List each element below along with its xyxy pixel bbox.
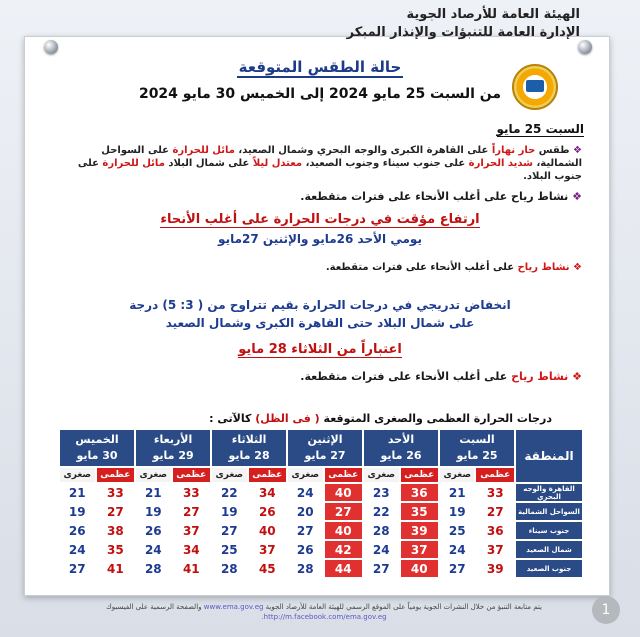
facebook-link[interactable]: http://m.facebook.com/ema.gov.eg. xyxy=(261,613,387,621)
max-temp-cell: 27 xyxy=(97,503,135,520)
max-temp-cell: 44 xyxy=(325,560,363,577)
temperature-table xyxy=(58,428,584,579)
min-temp-cell: 27 xyxy=(212,522,246,539)
min-temp-cell: 25 xyxy=(440,522,474,539)
table-row xyxy=(60,503,582,520)
max-temp-cell: 37 xyxy=(249,541,287,558)
max-temp-cell: 27 xyxy=(476,503,514,520)
min-temp-label: صغرى xyxy=(136,468,170,482)
min-temp-cell: 22 xyxy=(364,503,398,520)
table-row xyxy=(60,560,582,577)
region-column-header: المنطقة xyxy=(516,430,582,482)
org-line-1: الهيئة العامة للأرصاد الجوية xyxy=(406,7,580,22)
min-temp-cell: 19 xyxy=(440,503,474,520)
max-temp-cell: 36 xyxy=(401,484,439,501)
temperature-rise-days: يومي الأحد 26مايو والإثنين 27مايو xyxy=(218,232,422,246)
min-temp-label: صغرى xyxy=(60,468,95,482)
max-temp-cell: 35 xyxy=(401,503,439,520)
max-temp-label: عظمى xyxy=(97,468,135,482)
min-temp-cell: 21 xyxy=(440,484,474,501)
max-temp-cell: 39 xyxy=(476,560,514,577)
min-temp-cell: 27 xyxy=(364,560,398,577)
min-temp-cell: 27 xyxy=(288,522,322,539)
min-temp-cell: 28 xyxy=(364,522,398,539)
weather-summary-paragraph: ❖ طقس حار نهاراً على القاهرة الكبرى والوجه البحري وشمال الصعيد، مائل للحرارة على السواحل الشمالية، شديد الحرارة على جنوب سيناء وجنوب الصعيد، معتدل ليلاً على شمال البلاد مائل للحرارة على جنوب البلاد. xyxy=(77,145,582,182)
min-temp-label: صغرى xyxy=(212,468,246,482)
page-number-badge: 1 xyxy=(592,596,620,624)
region-cell: السواحل الشمالية xyxy=(516,503,582,520)
max-temp-cell: 33 xyxy=(173,484,211,501)
min-temp-cell: 19 xyxy=(212,503,246,520)
max-temp-label: عظمى xyxy=(249,468,287,482)
temperature-rise-heading: ارتفاع مؤقت في درجات الحرارة على أغلب الأنحاء xyxy=(160,212,480,227)
min-temp-cell: 28 xyxy=(288,560,322,577)
wind-note-1: ❖ نشاط رياح على أغلب الأنحاء على فترات متقطعة. xyxy=(300,190,582,203)
min-temp-cell: 20 xyxy=(288,503,322,520)
min-temp-cell: 24 xyxy=(364,541,398,558)
min-temp-label: صغرى xyxy=(440,468,474,482)
wind-note-2: ❖ نشاط رياح على أغلب الأنحاء على فترات متقطعة. xyxy=(325,262,582,273)
min-temp-cell: 26 xyxy=(60,522,95,539)
max-temp-label: عظمى xyxy=(401,468,439,482)
day-label-saturday: السبت 25 مايو xyxy=(496,122,584,136)
day-header-sun: الأحد 26 مايو xyxy=(364,430,438,466)
max-temp-label: عظمى xyxy=(173,468,211,482)
region-cell: شمال الصعيد xyxy=(516,541,582,558)
max-temp-cell: 34 xyxy=(249,484,287,501)
min-temp-cell: 23 xyxy=(364,484,398,501)
from-tuesday-heading: اعتباراً من الثلاثاء 28 مايو xyxy=(238,342,402,357)
max-temp-cell: 33 xyxy=(476,484,514,501)
table-row xyxy=(60,484,582,501)
min-temp-cell: 24 xyxy=(440,541,474,558)
min-temp-cell: 21 xyxy=(136,484,170,501)
day-header-tue: الثلاثاء 28 مايو xyxy=(212,430,286,466)
day-header-mon: الإثنين 27 مايو xyxy=(288,430,362,466)
min-temp-cell: 27 xyxy=(440,560,474,577)
max-temp-cell: 27 xyxy=(173,503,211,520)
min-temp-cell: 26 xyxy=(288,541,322,558)
min-temp-cell: 24 xyxy=(136,541,170,558)
max-temp-cell: 40 xyxy=(401,560,439,577)
day-header-sat: السبت 25 مايو xyxy=(440,430,514,466)
page-title: حالة الطقس المتوقعة xyxy=(238,58,402,76)
max-temp-cell: 40 xyxy=(249,522,287,539)
min-temp-cell: 27 xyxy=(60,560,95,577)
pushpin-left-icon xyxy=(44,40,58,54)
region-cell: جنوب سيناء xyxy=(516,522,582,539)
max-temp-cell: 41 xyxy=(173,560,211,577)
max-temp-cell: 36 xyxy=(476,522,514,539)
min-temp-cell: 19 xyxy=(136,503,170,520)
max-temp-cell: 27 xyxy=(325,503,363,520)
table-caption: درجات الحرارة العظمى والصغرى المتوقعة ( فى الظل) كالآتى : xyxy=(209,412,552,425)
max-temp-cell: 41 xyxy=(97,560,135,577)
day-header-wed: الأربعاء 29 مايو xyxy=(136,430,210,466)
min-temp-label: صغرى xyxy=(288,468,322,482)
region-cell: جنوب الصعيد xyxy=(516,560,582,577)
max-temp-cell: 40 xyxy=(325,484,363,501)
max-temp-label: عظمى xyxy=(476,468,514,482)
wind-note-3: ❖ نشاط رياح على أغلب الأنحاء على فترات متقطعة. xyxy=(300,370,582,383)
max-temp-cell: 37 xyxy=(401,541,439,558)
max-temp-cell: 34 xyxy=(173,541,211,558)
region-cell: القاهرة والوجه البحري xyxy=(516,484,582,501)
min-temp-cell: 28 xyxy=(212,560,246,577)
min-temp-cell: 24 xyxy=(60,541,95,558)
table-row xyxy=(60,541,582,558)
max-temp-cell: 26 xyxy=(249,503,287,520)
min-temp-cell: 28 xyxy=(136,560,170,577)
org-header xyxy=(347,6,580,42)
max-temp-label: عظمى xyxy=(325,468,363,482)
org-line-2: الإدارة العامة للتنبؤات والإنذار المبكر xyxy=(346,25,580,40)
temperature-drop-line-2: على شمال البلاد حتى القاهرة الكبرى وشمال الصعيد xyxy=(165,316,475,330)
max-temp-cell: 38 xyxy=(97,522,135,539)
table-row xyxy=(60,522,582,539)
min-temp-cell: 22 xyxy=(212,484,246,501)
min-temp-cell: 19 xyxy=(60,503,95,520)
day-header-thu: الخميس 30 مايو xyxy=(60,430,134,466)
max-temp-cell: 33 xyxy=(97,484,135,501)
max-temp-cell: 37 xyxy=(173,522,211,539)
max-temp-cell: 37 xyxy=(476,541,514,558)
max-temp-cell: 42 xyxy=(325,541,363,558)
footer-note: يتم متابعة التنبؤ من خلال النشرات الجوية يومياً على الموقع الرسمي للهيئة العامة للأرصاد الجوية www.ema.gov.eg والصفحة الرسمية على الفيسبوك http://m.facebook.com/ema.gov.eg. xyxy=(105,603,542,621)
min-temp-cell: 24 xyxy=(288,484,322,501)
min-temp-cell: 21 xyxy=(60,484,95,501)
min-temp-cell: 26 xyxy=(136,522,170,539)
temperature-drop-line-1: انخفاض تدريجي في درجات الحرارة بقيم تتراوح من ( 3: 5) درجة xyxy=(129,298,511,312)
max-temp-cell: 39 xyxy=(401,522,439,539)
min-temp-label: صغرى xyxy=(364,468,398,482)
max-temp-cell: 45 xyxy=(249,560,287,577)
pushpin-right-icon xyxy=(578,40,592,54)
min-temp-cell: 25 xyxy=(212,541,246,558)
max-temp-cell: 35 xyxy=(97,541,135,558)
max-temp-cell: 40 xyxy=(325,522,363,539)
date-range-subtitle: من السبت 25 مايو 2024 إلى الخميس 30 مايو 2024 xyxy=(138,86,502,102)
website-link[interactable]: www.ema.gov.eg xyxy=(203,603,264,611)
